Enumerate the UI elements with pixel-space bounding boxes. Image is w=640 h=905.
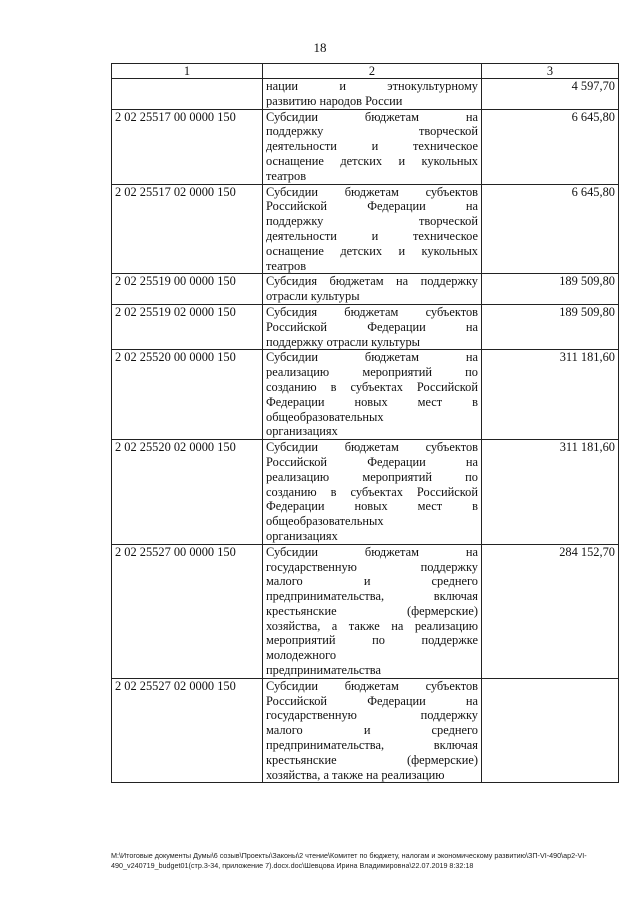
page-number: 18 [313, 40, 327, 55]
footer-line-1: M:\Итоговые документы Думы\6 созыв\Проекты\Законы\2 чтение\Комитет по бюджету, налогам и экономическому развитию\ЗП-VI-490\ap2-VI- [111, 851, 587, 860]
budget-table [111, 63, 619, 783]
description-line: деятельности и техническое [266, 139, 478, 154]
amount-cell: 6 645,80 [482, 184, 619, 274]
description-line: организациях [266, 528, 338, 543]
amount-cell [482, 678, 619, 783]
description-line: созданию в субъектах Российской [266, 379, 478, 394]
description-line: хозяйства, а также на реализацию [266, 618, 478, 633]
description-line: малого и среднего [266, 574, 478, 589]
description-line: молодежного [266, 648, 337, 663]
description-line: поддержку творческой [266, 214, 478, 229]
budget-code-cell: 2 02 25520 00 0000 150 [112, 350, 263, 440]
description-cell [263, 274, 482, 305]
description-line: реализацию мероприятий по [266, 469, 478, 484]
file-path-footer [111, 851, 618, 871]
description-line: Федерации новых мест в [266, 499, 478, 514]
footer-line-2: 490_v240719_budget01(стр.3-34, приложение 7).docx.doc\Шевцова Ирина Владимировна\22.07.2019 8:32:18 [111, 861, 474, 870]
description-line: Субсидия бюджетам на поддержку [266, 274, 478, 289]
description-line: Субсидии бюджетам на [266, 544, 478, 559]
description-line: Субсидии бюджетам на [266, 350, 478, 365]
description-line: Российской Федерации на [266, 454, 478, 469]
amount-cell: 189 509,80 [482, 274, 619, 305]
description-line: государственную поддержку [266, 559, 478, 574]
description-cell [263, 304, 482, 349]
description-line: Российской Федерации на [266, 319, 478, 334]
description-line: предпринимательства, включая [266, 589, 478, 604]
description-line: Субсидии бюджетам субъектов [266, 678, 478, 693]
description-line: крестьянские (фермерские) [266, 603, 478, 618]
description-line: театров [266, 258, 307, 273]
table-row [112, 678, 619, 783]
description-cell [263, 79, 482, 110]
description-line: поддержку творческой [266, 124, 478, 139]
description-line: предпринимательства [266, 663, 381, 678]
budget-code-cell: 2 02 25517 00 0000 150 [112, 109, 263, 184]
description-cell [263, 350, 482, 440]
budget-code-cell: 2 02 25527 00 0000 150 [112, 544, 263, 678]
table-row [112, 440, 619, 545]
budget-code-cell: 2 02 25519 00 0000 150 [112, 274, 263, 305]
description-cell [263, 544, 482, 678]
description-line: Субсидии бюджетам субъектов [266, 184, 478, 199]
description-line: Субсидии бюджетам на [266, 109, 478, 124]
amount-cell: 4 597,70 [482, 79, 619, 110]
budget-code-cell: 2 02 25519 02 0000 150 [112, 304, 263, 349]
description-line: созданию в субъектах Российской [266, 484, 478, 499]
description-line: Субсидии бюджетам субъектов [266, 440, 478, 455]
description-line: поддержку отрасли культуры [266, 334, 420, 349]
description-line: театров [266, 168, 307, 183]
column-header-1: 1 [112, 64, 263, 79]
column-header-2: 2 [263, 64, 482, 79]
amount-cell: 284 152,70 [482, 544, 619, 678]
description-line: Российской Федерации на [266, 199, 478, 214]
column-header-3: 3 [482, 64, 619, 79]
description-line: малого и среднего [266, 723, 478, 738]
description-line: общеобразовательных [266, 409, 384, 424]
table-row [112, 544, 619, 678]
description-line: организациях [266, 424, 338, 439]
description-line: крестьянские (фермерские) [266, 752, 478, 767]
description-line: оснащение детских и кукольных [266, 153, 478, 168]
table-row [112, 274, 619, 305]
budget-code-cell: 2 02 25517 02 0000 150 [112, 184, 263, 274]
table-row [112, 304, 619, 349]
table-row [112, 350, 619, 440]
description-line: предпринимательства, включая [266, 738, 478, 753]
description-line: государственную поддержку [266, 708, 478, 723]
table-row [112, 184, 619, 274]
table-row [112, 79, 619, 110]
table-row [112, 109, 619, 184]
description-line: развитию народов России [266, 93, 403, 108]
description-line: отрасли культуры [266, 289, 360, 304]
description-line: хозяйства, а также на реализацию [266, 767, 445, 782]
amount-cell: 311 181,60 [482, 440, 619, 545]
description-line: Федерации новых мест в [266, 394, 478, 409]
description-line: нации и этнокультурному [266, 79, 478, 93]
table-body [112, 79, 619, 783]
description-line: Российской Федерации на [266, 693, 478, 708]
description-line: мероприятий по поддержке [266, 633, 478, 648]
budget-code-cell: 2 02 25527 02 0000 150 [112, 678, 263, 783]
amount-cell: 311 181,60 [482, 350, 619, 440]
amount-cell: 6 645,80 [482, 109, 619, 184]
description-cell [263, 184, 482, 274]
description-line: реализацию мероприятий по [266, 365, 478, 380]
description-line: общеобразовательных [266, 514, 384, 529]
description-line: Субсидия бюджетам субъектов [266, 304, 478, 319]
description-line: деятельности и техническое [266, 228, 478, 243]
description-cell [263, 109, 482, 184]
amount-cell: 189 509,80 [482, 304, 619, 349]
table-header-row [112, 64, 619, 79]
budget-code-cell [112, 79, 263, 110]
description-cell [263, 678, 482, 783]
description-cell [263, 440, 482, 545]
budget-code-cell: 2 02 25520 02 0000 150 [112, 440, 263, 545]
description-line: оснащение детских и кукольных [266, 243, 478, 258]
